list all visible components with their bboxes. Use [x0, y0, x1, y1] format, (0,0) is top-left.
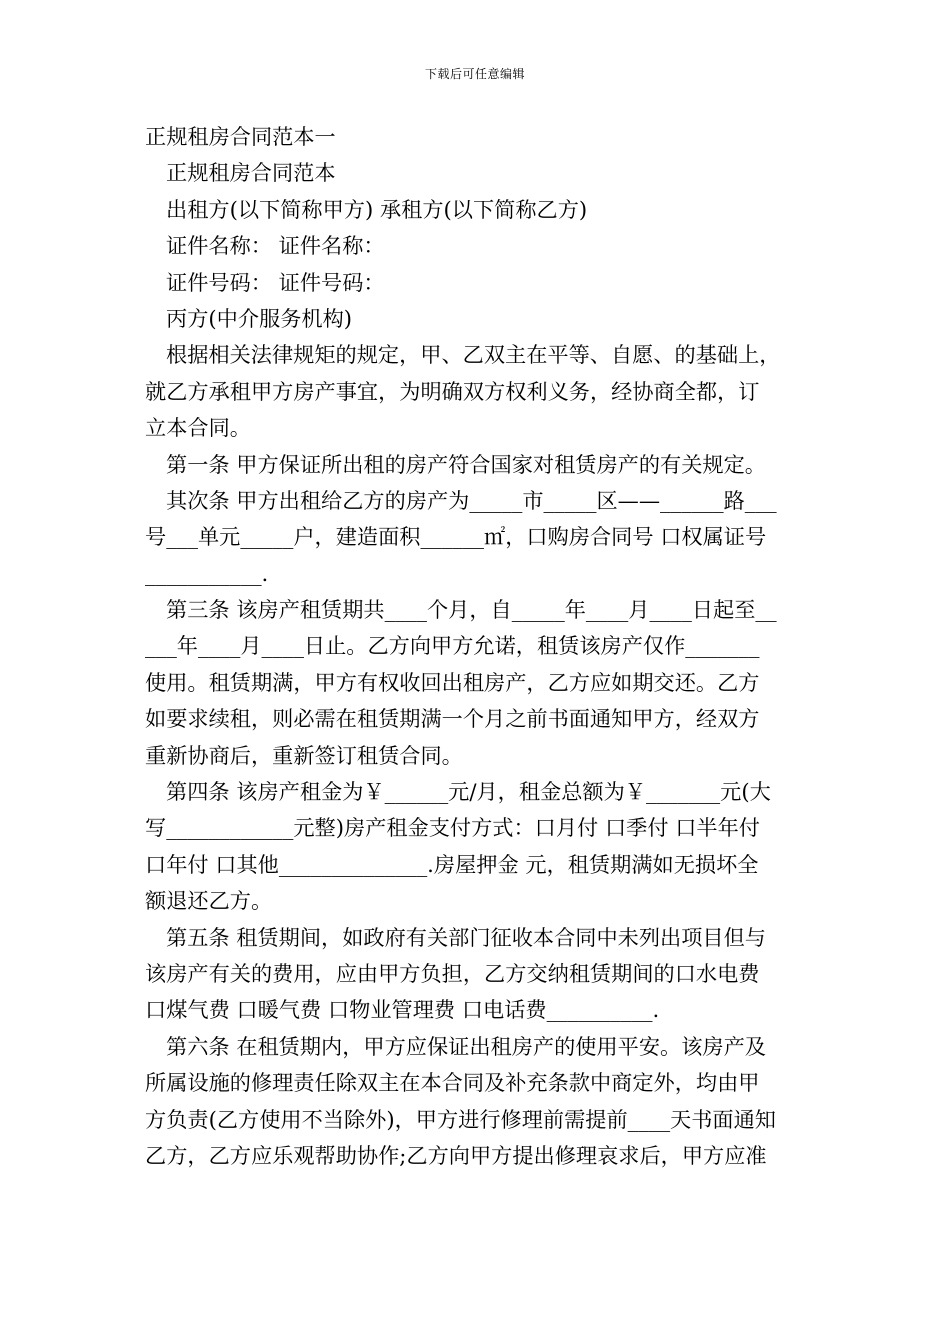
article-2-line-1: 其次条 甲方出租给乙方的房产为_____市_____区——______路___	[166, 487, 777, 513]
article-4-line-3: 口年付 口其他______________.房屋押金 元，租赁期满如无损坏全	[145, 851, 759, 877]
article-5-line-1: 第五条 租赁期间，如政府有关部门征收本合同中未列出项目但与	[166, 924, 766, 950]
parties-line: 出租方(以下简称甲方) 承租方(以下简称乙方)	[166, 196, 588, 222]
article-2-line-2: 号___单元_____户，建造面积______㎡，口购房合同号 口权属证号	[145, 524, 767, 550]
article-4-line-4: 额退还乙方。	[145, 888, 273, 914]
document-title: 正规租房合同范本一	[145, 124, 336, 149]
article-4-line-2: 写____________元整)房产租金支付方式：口月付 口季付 口半年付	[145, 815, 760, 841]
id-name-line: 证件名称： 证件名称：	[166, 233, 385, 259]
article-2-line-3: ___________.	[145, 560, 269, 586]
article-6-line-2: 所属设施的修理责任除双主在本合同及补充条款中商定外，均由甲	[145, 1070, 760, 1096]
article-1-line: 第一条 甲方保证所出租的房产符合国家对租赁房产的有关规定。	[166, 451, 766, 477]
contract-body	[145, 119, 810, 1174]
article-3-line-4: 如要求续租，则必需在租赁期满一个月之前书面通知甲方，经双方	[145, 706, 760, 732]
article-6-line-3: 方负责(乙方使用不当除外)，甲方进行修理前需提前____天书面通知	[145, 1106, 776, 1132]
article-4-line-1: 第四条 该房产租金为￥______元/月，租金总额为￥_______元(大	[166, 779, 771, 805]
article-3-line-1: 第三条 该房产租赁期共____个月，自_____年____月____日起至__	[166, 597, 777, 623]
third-party-line: 丙方(中介服务机构)	[166, 305, 353, 331]
article-3-line-5: 重新协商后，重新签订租赁合同。	[145, 742, 463, 768]
article-5-line-3: 口煤气费 口暖气费 口物业管理费 口电话费__________.	[145, 997, 660, 1023]
page-header: 下载后可任意编辑	[424, 67, 525, 81]
id-number-line: 证件号码： 证件号码：	[166, 269, 385, 295]
preamble-line-1: 根据相关法律规矩的规定，甲、乙双主在平等、自愿、的基础上，	[166, 342, 781, 368]
article-3-line-3: 使用。租赁期满，甲方有权收回出租房产，乙方应如期交还。乙方	[145, 669, 760, 695]
contract-subtitle: 正规租房合同范本	[166, 160, 336, 186]
article-5-line-2: 该房产有关的费用，应由甲方负担，乙方交纳租赁期间的口水电费	[145, 960, 760, 986]
preamble-line-3: 立本合同。	[145, 415, 251, 441]
article-6-line-1: 第六条 在租赁期内，甲方应保证出租房产的使用平安。该房产及	[166, 1033, 766, 1059]
article-3-line-2: ___年____月____日止。乙方向甲方允诺，租赁该房产仅作_______	[145, 633, 760, 659]
article-6-line-4: 乙方，乙方应乐观帮助协作;乙方向甲方提出修理哀求后，甲方应准	[145, 1142, 767, 1168]
preamble-line-2: 就乙方承租甲方房产事宜，为明确双方权利义务，经协商全都，订	[145, 378, 760, 404]
